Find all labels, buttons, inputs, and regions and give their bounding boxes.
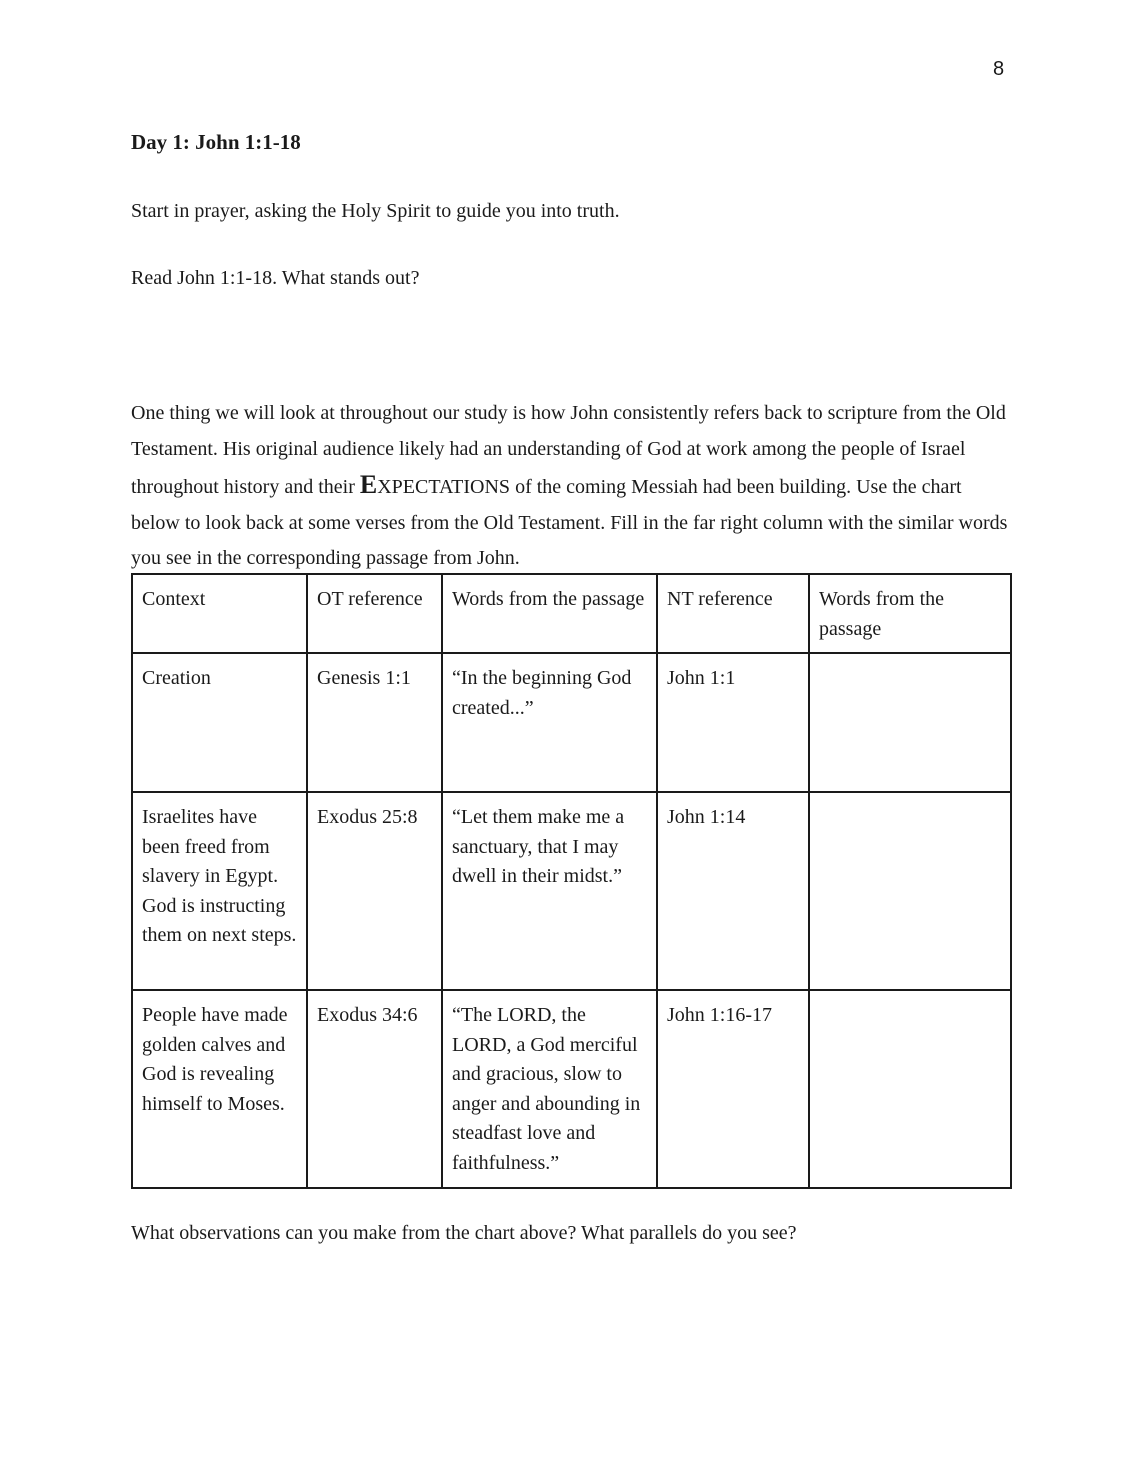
prayer-prompt: Start in prayer, asking the Holy Spirit to guide you into truth.: [131, 200, 620, 222]
cell-ot-words: “In the beginning God created...”: [442, 653, 657, 792]
intro-text-start: One thing we will look at throughout our study is how John consistently refers back to scripture from the Old Testament. His original audience likely had an understanding of God at work among the people of Israel throughout history and their: [131, 402, 1006, 498]
closing-question: What observations can you make from the chart above? What parallels do you see?: [131, 1222, 797, 1244]
header-ot-words: Words from the passage: [442, 574, 657, 653]
cell-context: Israelites have been freed from slavery in Egypt. God is instructing them on next steps.: [132, 792, 307, 990]
table-row: [132, 990, 1011, 1188]
cell-ot-reference: Exodus 25:8: [307, 792, 442, 990]
cell-ot-words: “Let them make me a sanctuary, that I may dwell in their midst.”: [442, 792, 657, 990]
read-prompt: Read John 1:1-18. What stands out?: [131, 267, 420, 289]
intro-paragraph: [131, 396, 1011, 577]
header-context: Context: [132, 574, 307, 653]
cell-nt-reference: John 1:16-17: [657, 990, 809, 1188]
table-row: [132, 653, 1011, 792]
emphasis-rest: XPECTATIONS: [377, 476, 511, 498]
cell-nt-reference: John 1:14: [657, 792, 809, 990]
table-row: [132, 792, 1011, 990]
comparison-chart: [131, 573, 1012, 1189]
cell-nt-reference: John 1:1: [657, 653, 809, 792]
cell-ot-reference: Exodus 34:6: [307, 990, 442, 1188]
cell-nt-words-blank[interactable]: [809, 653, 1011, 792]
day-heading: Day 1: John 1:1-18: [131, 130, 301, 154]
cell-ot-words: “The LORD, the LORD, a God merciful and gracious, slow to anger and abounding in steadfast love and faithfulness.”: [442, 990, 657, 1188]
cell-nt-words-blank[interactable]: [809, 792, 1011, 990]
cell-nt-words-blank[interactable]: [809, 990, 1011, 1188]
cell-context: Creation: [132, 653, 307, 792]
cell-ot-reference: Genesis 1:1: [307, 653, 442, 792]
table-header-row: [132, 574, 1011, 653]
emphasis-initial: E: [359, 470, 378, 499]
cell-context: People have made golden calves and God is revealing himself to Moses.: [132, 990, 307, 1188]
header-ot-reference: OT reference: [307, 574, 442, 653]
intro-text-end: of the coming Messiah had been building. Use the chart below to look back at some verses from the Old Testament. Fill in the far right column with the similar words you see in the corresponding passage from John.: [131, 476, 1008, 569]
header-nt-words: Words from the passage: [809, 574, 1011, 653]
header-nt-reference: NT reference: [657, 574, 809, 653]
page-number: 8: [993, 58, 1005, 80]
